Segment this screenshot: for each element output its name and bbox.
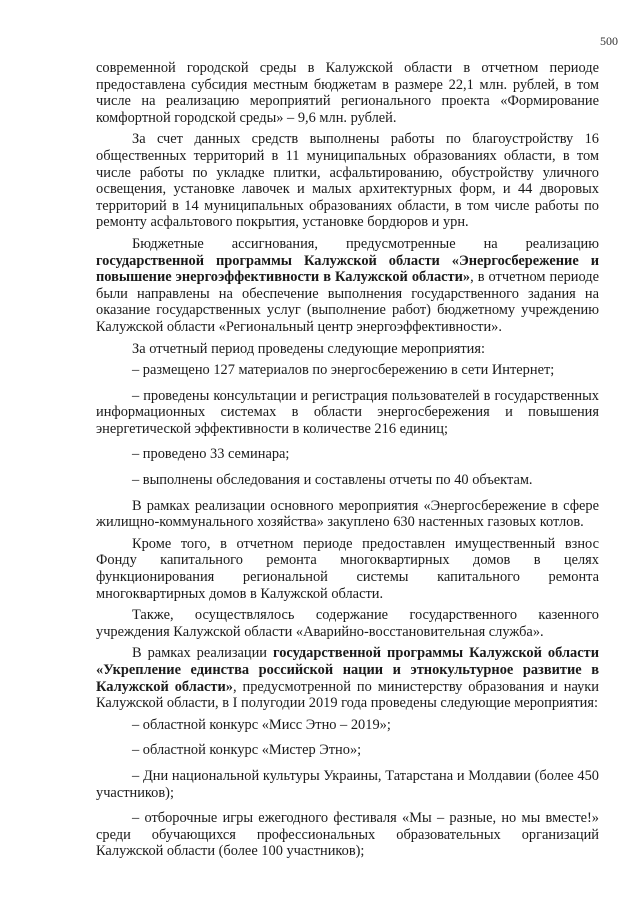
list-item-seminars: – проведено 33 семинара; bbox=[132, 446, 290, 463]
paragraph-repair-fund: Кроме того, в отчетном периоде предоставлен имущественный взнос Фонду капитального ремонта многоквартирных домов в целях функционирования региональной системы капитального ремонта многоквартирных домов в Калужской области. bbox=[96, 535, 599, 602]
list-item-consultations: – проведены консультации и регистрация пользователей в государственных информационных системах в области энергосбережения и повышения энергетической эффективности в количестве 216 единиц; bbox=[96, 387, 599, 437]
paragraph-subsidy-continuation: современной городской среды в Калужской области в отчетном периоде предоставлена субсидия местным бюджетам в размере 22,1 млн. рублей, в том числе на реализацию мероприятий регионального проекта «Формирование комфортной городской среды» – 9,6 млн. рублей. bbox=[96, 60, 599, 126]
paragraph-energy-program bbox=[96, 236, 599, 336]
list-item-miss-ethno: – областной конкурс «Мисс Этно – 2019»; bbox=[132, 716, 391, 733]
paragraph-gas-boilers: В рамках реализации основного мероприятия «Энергосбережение в сфере жилищно-коммунального хозяйства» закуплено 630 настенных газовых котлов. bbox=[96, 497, 599, 531]
list-item-mister-ethno: – областной конкурс «Мистер Этно»; bbox=[132, 742, 362, 759]
list-item-festival: – отборочные игры ежегодного фестиваля «Мы – разные, но мы вместе!» среди обучающихся профессиональных образовательных организаций Калужской области (более 100 участников); bbox=[96, 810, 599, 860]
page-number: 500 bbox=[600, 34, 618, 48]
paragraph-emergency-service: Также, осуществлялось содержание государственного казенного учреждения Калужской области «Аварийно-восстановительная служба». bbox=[96, 607, 599, 640]
document-body bbox=[96, 60, 599, 869]
paragraph-ethnic-program bbox=[96, 645, 599, 711]
paragraph-energy-program-intro: Бюджетные ассигнования, предусмотренные на реализацию bbox=[132, 235, 599, 252]
paragraph-activities-intro: За отчетный период проведены следующие мероприятия: bbox=[132, 340, 485, 357]
paragraph-ethnic-program-rest: , предусмотренной по министерству образования и науки Калужской области, в I полугодии 2019 года проведены следующие мероприятия: bbox=[96, 678, 599, 712]
list-item-inspections: – выполнены обследования и составлены отчеты по 40 объектам. bbox=[132, 472, 533, 489]
paragraph-improvement-works: За счет данных средств выполнены работы по благоустройству 16 общественных территорий в 11 муниципальных образованиях области, в том числе работы по укладке плитки, асфальтированию, обустройству уличного освещения, установке лавочек и малых архитектурных форм, и 44 дворовых территорий в 14 муниципальных образованиях области, в том числе работы по ремонту асфальтового покрытия, установке бордюров и урн. bbox=[96, 131, 599, 231]
paragraph-ethnic-program-intro: В рамках реализации bbox=[132, 645, 274, 662]
program-title-energy: государственной программы Калужской области «Энергосбережение и повышение энергоэффективности в Калужской области» bbox=[96, 252, 599, 286]
program-title-ethnic: государственной программы Калужской области «Укрепление единства российской нации и этнокультурное развитие в Калужской области» bbox=[96, 645, 599, 695]
list-item-culture-days: – Дни национальной культуры Украины, Татарстана и Молдавии (более 450 участников); bbox=[96, 767, 599, 801]
paragraph-energy-program-rest: , в отчетном периоде были направлены на обеспечение выполнения государственного задания на оказание государственных услуг (выполнение работ) бюджетному учреждению Калужской области «Региональный центр энергоэффективности». bbox=[96, 269, 599, 335]
list-item-materials: – размещено 127 материалов по энергосбережению в сети Интернет; bbox=[132, 362, 555, 379]
